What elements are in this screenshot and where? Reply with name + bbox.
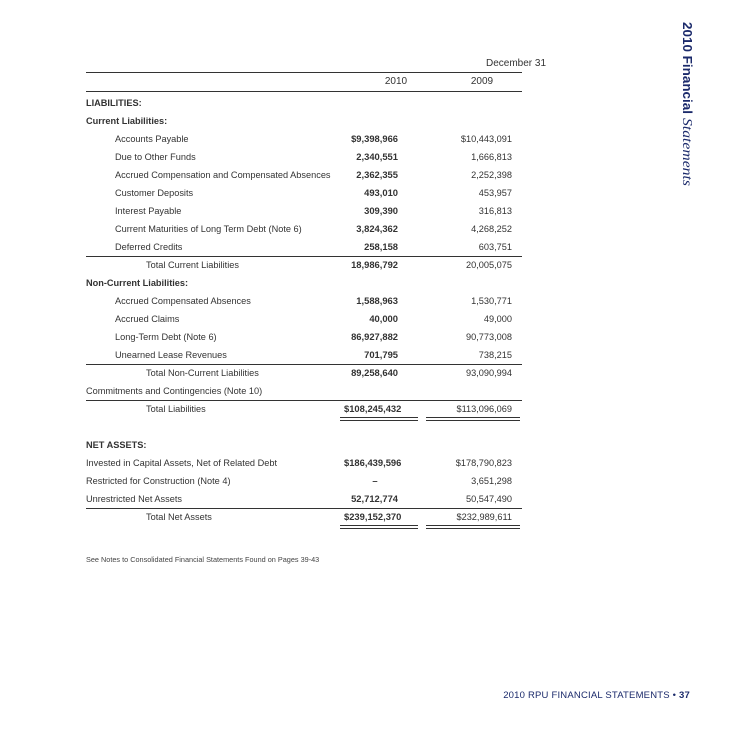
table-row	[86, 400, 526, 418]
table-row	[86, 184, 526, 202]
value-2009: 90,773,008	[466, 332, 512, 342]
value-2009: 49,000	[483, 314, 512, 324]
section-title-part2: Statements	[679, 118, 694, 179]
double-underline	[426, 528, 520, 529]
value-2009: 20,005,075	[466, 260, 512, 270]
row-label: Non-Current Liabilities:	[86, 278, 189, 288]
section-title-vertical	[663, 18, 713, 258]
year-2010-header: 2010	[384, 76, 408, 87]
value-2010: 3,824,362	[356, 223, 398, 234]
row-label: Invested in Capital Assets, Net of Related Debt	[86, 458, 277, 468]
value-2010: 701,795	[364, 349, 398, 360]
value-2009: 603,751	[478, 242, 512, 252]
value-2009: 2,252,398	[471, 170, 512, 180]
value-2010: –	[372, 475, 378, 486]
total-rule	[86, 256, 522, 257]
value-2010: 52,712,774	[351, 493, 398, 504]
table-row	[86, 202, 526, 220]
row-label: Interest Payable	[115, 206, 182, 216]
value-2010: 258,158	[364, 241, 398, 252]
value-2010: 309,390	[364, 205, 398, 216]
row-label: Due to Other Funds	[115, 152, 196, 162]
page-footer	[503, 690, 690, 701]
header-rule	[86, 91, 522, 92]
value-2010: 2,340,551	[356, 151, 398, 162]
value-2009: $178,790,823	[455, 458, 512, 468]
row-label: Accrued Compensation and Compensated Absences	[115, 170, 331, 180]
value-2009: 4,268,252	[471, 224, 512, 234]
row-label: Unrestricted Net Assets	[86, 494, 182, 504]
row-label: Long-Term Debt (Note 6)	[115, 332, 217, 342]
table-row	[86, 220, 526, 238]
table-row	[86, 292, 526, 310]
value-2010: 18,986,792	[351, 259, 398, 270]
value-2009: 93,090,994	[466, 368, 512, 378]
value-2010: 2,362,355	[356, 169, 398, 180]
row-label: NET ASSETS:	[86, 440, 147, 450]
table-row	[86, 454, 526, 472]
year-2009-header: 2009	[470, 76, 494, 87]
value-2009: 50,547,490	[466, 494, 512, 504]
row-label: Restricted for Construction (Note 4)	[86, 476, 231, 486]
spacer-row	[86, 418, 526, 436]
table-row	[86, 112, 526, 130]
row-label: Accrued Claims	[115, 314, 180, 324]
footer-title: 2010 RPU FINANCIAL STATEMENTS •	[503, 690, 677, 701]
table-row	[86, 94, 526, 112]
row-label: Commitments and Contingencies (Note 10)	[86, 386, 263, 396]
value-2009: 316,813	[478, 206, 512, 216]
double-underline	[426, 525, 520, 526]
header-rule	[86, 72, 522, 73]
value-2010: $239,152,370	[344, 511, 402, 522]
table-row	[86, 166, 526, 184]
period-header: December 31	[485, 58, 547, 69]
row-label: Total Net Assets	[146, 512, 212, 522]
row-label: Accounts Payable	[115, 134, 189, 144]
footnote: See Notes to Consolidated Financial Statements Found on Pages 39-43	[86, 555, 320, 564]
table-row	[86, 346, 526, 364]
value-2010: 40,000	[369, 313, 398, 324]
row-label: Current Liabilities:	[86, 116, 168, 126]
table-row	[86, 256, 526, 274]
value-2010: $108,245,432	[344, 403, 402, 414]
row-label: LIABILITIES:	[86, 98, 142, 108]
table-row	[86, 148, 526, 166]
value-2009: 1,530,771	[471, 296, 512, 306]
row-label: Customer Deposits	[115, 188, 194, 198]
section-title-part1: 2010 Financial	[680, 22, 695, 111]
value-2010: 89,258,640	[351, 367, 398, 378]
value-2009: $232,989,611	[456, 512, 512, 522]
row-label: Unearned Lease Revenues	[115, 350, 227, 360]
double-underline	[340, 525, 418, 526]
value-2009: $113,096,069	[456, 404, 512, 414]
row-label: Current Maturities of Long Term Debt (Note 6)	[115, 224, 302, 234]
row-label: Accrued Compensated Absences	[115, 296, 251, 306]
table-row	[86, 382, 526, 400]
row-label: Total Current Liabilities	[146, 260, 239, 270]
value-2009: $10,443,091	[460, 134, 512, 144]
table-row	[86, 490, 526, 508]
table-row	[86, 238, 526, 256]
value-2010: 1,588,963	[356, 295, 398, 306]
value-2010: $9,398,966	[351, 133, 398, 144]
value-2009: 3,651,298	[471, 476, 512, 486]
statement-rows	[86, 94, 526, 526]
total-rule	[86, 400, 522, 401]
table-row	[86, 436, 526, 454]
value-2009: 1,666,813	[471, 152, 512, 162]
table-row	[86, 310, 526, 328]
row-label: Deferred Credits	[115, 242, 183, 252]
row-label: Total Liabilities	[146, 404, 206, 414]
table-row	[86, 472, 526, 490]
table-row	[86, 274, 526, 292]
total-rule	[86, 508, 522, 509]
page-number: 37	[679, 690, 690, 701]
row-label: Total Non-Current Liabilities	[146, 368, 259, 378]
table-row	[86, 130, 526, 148]
value-2009: 453,957	[478, 188, 512, 198]
value-2009: 738,215	[478, 350, 512, 360]
table-row	[86, 364, 526, 382]
double-underline	[340, 528, 418, 529]
table-row	[86, 328, 526, 346]
value-2010: 86,927,882	[351, 331, 398, 342]
total-rule	[86, 364, 522, 365]
value-2010: $186,439,596	[344, 457, 402, 468]
value-2010: 493,010	[364, 187, 398, 198]
table-row	[86, 508, 526, 526]
